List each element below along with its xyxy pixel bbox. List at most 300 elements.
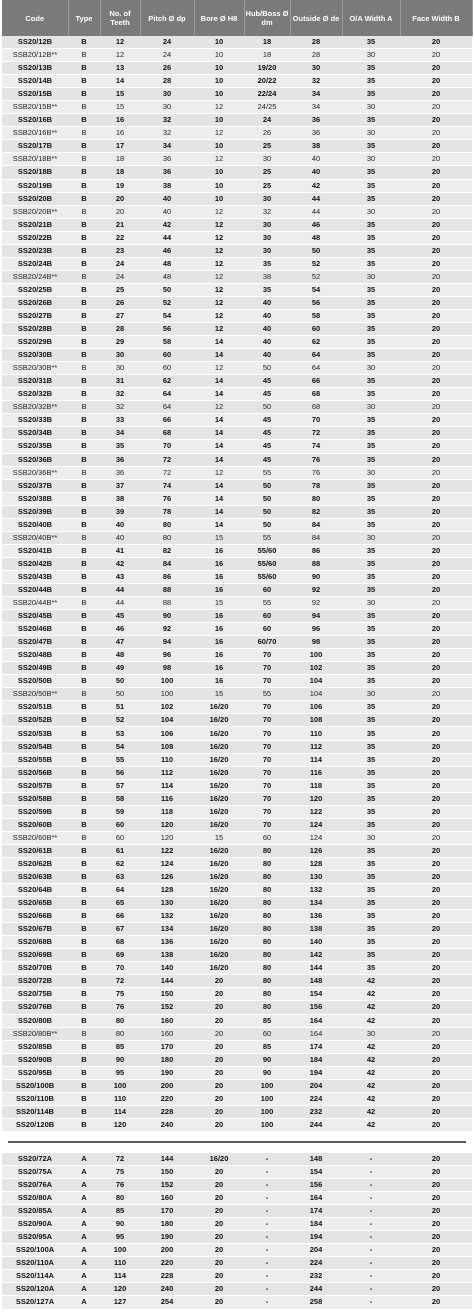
cell-oa-width: 42: [342, 975, 400, 988]
cell-face-width: 20: [400, 62, 472, 75]
header-pitch: Pitch Ø dp: [140, 0, 194, 36]
cell-oa-width: 30: [342, 531, 400, 544]
cell-face-width: 20: [400, 179, 472, 192]
cell-bore: 10: [194, 140, 244, 153]
cell-bore: 10: [194, 36, 244, 49]
cell-teeth: 50: [100, 688, 140, 701]
cell-hub: 70: [244, 779, 290, 792]
cell-outside: 124: [290, 818, 342, 831]
cell-teeth: 80: [100, 1192, 140, 1205]
cell-oa-width: 30: [342, 270, 400, 283]
cell-oa-width: 42: [342, 1040, 400, 1053]
table-row: [2, 884, 472, 897]
cell-hub: 45: [244, 388, 290, 401]
cell-hub: 55/60: [244, 557, 290, 570]
cell-outside: 244: [290, 1283, 342, 1296]
cell-face-width: 20: [400, 114, 472, 127]
cell-type: B: [68, 153, 100, 166]
cell-face-width: 20: [400, 1231, 472, 1244]
cell-bore: 16/20: [194, 923, 244, 936]
cell-bore: 20: [194, 1105, 244, 1118]
cell-oa-width: 35: [342, 844, 400, 857]
cell-teeth: 51: [100, 701, 140, 714]
table-row: [2, 975, 472, 988]
cell-oa-width: 35: [342, 936, 400, 949]
table-row: [2, 75, 472, 88]
cell-face-width: 20: [400, 283, 472, 296]
cell-outside: 138: [290, 923, 342, 936]
cell-code: SS20/23B: [2, 244, 68, 257]
cell-hub: 80: [244, 844, 290, 857]
cell-oa-width: -: [342, 1244, 400, 1257]
cell-teeth: 100: [100, 1079, 140, 1092]
cell-outside: 174: [290, 1205, 342, 1218]
cell-pitch: 88: [140, 597, 194, 610]
cell-outside: 92: [290, 583, 342, 596]
cell-code: SSB20/50B**: [2, 688, 68, 701]
table-row: [2, 309, 472, 322]
cell-hub: 50: [244, 518, 290, 531]
cell-pitch: 220: [140, 1092, 194, 1105]
cell-outside: 96: [290, 623, 342, 636]
cell-outside: 164: [290, 1027, 342, 1040]
table-row: [2, 1040, 472, 1053]
cell-type: B: [68, 871, 100, 884]
cell-type: B: [68, 296, 100, 309]
cell-outside: 84: [290, 531, 342, 544]
cell-type: A: [68, 1283, 100, 1296]
cell-oa-width: 42: [342, 988, 400, 1001]
cell-code: SSB20/36B**: [2, 466, 68, 479]
cell-oa-width: 35: [342, 636, 400, 649]
cell-bore: 20: [194, 1205, 244, 1218]
cell-code: SS20/45B: [2, 610, 68, 623]
cell-pitch: 228: [140, 1270, 194, 1283]
cell-oa-width: 35: [342, 427, 400, 440]
cell-pitch: 140: [140, 962, 194, 975]
cell-pitch: 160: [140, 1192, 194, 1205]
cell-pitch: 32: [140, 127, 194, 140]
cell-oa-width: 35: [342, 375, 400, 388]
cell-face-width: 20: [400, 505, 472, 518]
cell-pitch: 118: [140, 805, 194, 818]
cell-teeth: 18: [100, 166, 140, 179]
table-row: [2, 844, 472, 857]
cell-teeth: 64: [100, 884, 140, 897]
table-row: [2, 179, 472, 192]
cell-oa-width: -: [342, 1192, 400, 1205]
cell-pitch: 124: [140, 857, 194, 870]
cell-bore: 14: [194, 492, 244, 505]
cell-face-width: 20: [400, 401, 472, 414]
cell-code: SS20/49B: [2, 662, 68, 675]
cell-bore: 20: [194, 1014, 244, 1027]
cell-type: B: [68, 779, 100, 792]
cell-hub: 70: [244, 766, 290, 779]
cell-oa-width: 35: [342, 701, 400, 714]
table-row: [2, 1244, 472, 1257]
cell-bore: 10: [194, 166, 244, 179]
cell-type: B: [68, 1001, 100, 1014]
cell-code: SS20/35B: [2, 440, 68, 453]
cell-type: B: [68, 1066, 100, 1079]
cell-face-width: 20: [400, 1283, 472, 1296]
cell-code: SS20/46B: [2, 623, 68, 636]
cell-type: B: [68, 623, 100, 636]
cell-teeth: 55: [100, 753, 140, 766]
cell-face-width: 20: [400, 205, 472, 218]
cell-pitch: 32: [140, 114, 194, 127]
table-row: [2, 818, 472, 831]
header-hub: Hub/Boss Ø dm: [244, 0, 290, 36]
cell-outside: 104: [290, 675, 342, 688]
cell-teeth: 24: [100, 270, 140, 283]
cell-face-width: 20: [400, 1001, 472, 1014]
cell-code: SS20/68B: [2, 936, 68, 949]
cell-bore: 12: [194, 257, 244, 270]
cell-teeth: 110: [100, 1092, 140, 1105]
cell-oa-width: 35: [342, 962, 400, 975]
cell-pitch: 48: [140, 257, 194, 270]
cell-hub: 90: [244, 1053, 290, 1066]
cell-type: B: [68, 75, 100, 88]
cell-oa-width: 35: [342, 388, 400, 401]
cell-code: SS20/37B: [2, 479, 68, 492]
cell-oa-width: 35: [342, 62, 400, 75]
table-row: [2, 518, 472, 531]
cell-code: SS20/41B: [2, 544, 68, 557]
cell-code: SS20/13B: [2, 62, 68, 75]
table-row: [2, 988, 472, 1001]
cell-face-width: 20: [400, 1218, 472, 1231]
cell-oa-width: 35: [342, 727, 400, 740]
cell-type: B: [68, 636, 100, 649]
cell-type: B: [68, 544, 100, 557]
cell-oa-width: 30: [342, 49, 400, 62]
cell-bore: 12: [194, 127, 244, 140]
cell-hub: 70: [244, 805, 290, 818]
cell-pitch: 72: [140, 453, 194, 466]
cell-outside: 194: [290, 1066, 342, 1079]
cell-hub: 45: [244, 427, 290, 440]
cell-type: B: [68, 349, 100, 362]
cell-hub: 18: [244, 36, 290, 49]
cell-outside: 86: [290, 544, 342, 557]
cell-code: SS20/65B: [2, 897, 68, 910]
cell-teeth: 67: [100, 923, 140, 936]
cell-code: SS20/72A: [2, 1152, 68, 1165]
cell-teeth: 29: [100, 336, 140, 349]
cell-pitch: 52: [140, 296, 194, 309]
cell-code: SS20/95A: [2, 1231, 68, 1244]
cell-hub: 55/60: [244, 544, 290, 557]
cell-outside: 72: [290, 427, 342, 440]
cell-oa-width: 30: [342, 401, 400, 414]
cell-oa-width: 35: [342, 166, 400, 179]
cell-code: SS20/90A: [2, 1218, 68, 1231]
cell-type: B: [68, 140, 100, 153]
cell-hub: -: [244, 1296, 290, 1309]
cell-pitch: 100: [140, 688, 194, 701]
cell-bore: 20: [194, 1079, 244, 1092]
cell-bore: 14: [194, 349, 244, 362]
cell-oa-width: 35: [342, 675, 400, 688]
cell-hub: 80: [244, 884, 290, 897]
cell-hub: 80: [244, 857, 290, 870]
cell-code: SS20/72B: [2, 975, 68, 988]
cell-face-width: 20: [400, 166, 472, 179]
cell-hub: 30: [244, 153, 290, 166]
cell-pitch: 180: [140, 1218, 194, 1231]
cell-pitch: 48: [140, 270, 194, 283]
cell-oa-width: 35: [342, 740, 400, 753]
cell-face-width: 20: [400, 1179, 472, 1192]
cell-pitch: 110: [140, 753, 194, 766]
header-face-width: Face Width B: [400, 0, 472, 36]
cell-pitch: 30: [140, 88, 194, 101]
cell-bore: 16/20: [194, 766, 244, 779]
cell-oa-width: 35: [342, 492, 400, 505]
cell-bore: 14: [194, 440, 244, 453]
cell-teeth: 34: [100, 427, 140, 440]
cell-type: B: [68, 701, 100, 714]
cell-outside: 30: [290, 62, 342, 75]
cell-type: B: [68, 610, 100, 623]
cell-bore: 12: [194, 218, 244, 231]
cell-pitch: 126: [140, 871, 194, 884]
cell-pitch: 94: [140, 636, 194, 649]
cell-type: B: [68, 401, 100, 414]
cell-outside: 28: [290, 36, 342, 49]
cell-teeth: 40: [100, 518, 140, 531]
cell-code: SS20/27B: [2, 309, 68, 322]
cell-type: B: [68, 805, 100, 818]
cell-face-width: 20: [400, 923, 472, 936]
table-row: [2, 1257, 472, 1270]
cell-oa-width: 30: [342, 688, 400, 701]
cell-oa-width: 35: [342, 570, 400, 583]
cell-bore: 15: [194, 688, 244, 701]
cell-oa-width: -: [342, 1296, 400, 1309]
cell-outside: 50: [290, 244, 342, 257]
cell-teeth: 100: [100, 1244, 140, 1257]
cell-oa-width: 35: [342, 766, 400, 779]
cell-code: SS20/70B: [2, 962, 68, 975]
table-header: [2, 0, 472, 36]
cell-oa-width: 35: [342, 179, 400, 192]
cell-face-width: 20: [400, 75, 472, 88]
cell-oa-width: -: [342, 1270, 400, 1283]
cell-code: SS20/50B: [2, 675, 68, 688]
cell-code: SS20/120B: [2, 1118, 68, 1131]
header-oa-width: O/A Width A: [342, 0, 400, 36]
cell-outside: 144: [290, 962, 342, 975]
table-row: [2, 727, 472, 740]
type-b-rows: [2, 36, 472, 1131]
cell-pitch: 104: [140, 714, 194, 727]
table-row: [2, 36, 472, 49]
cell-code: SS20/56B: [2, 766, 68, 779]
cell-outside: 148: [290, 1152, 342, 1165]
cell-hub: 30: [244, 231, 290, 244]
cell-type: B: [68, 49, 100, 62]
cell-type: B: [68, 975, 100, 988]
cell-teeth: 95: [100, 1066, 140, 1079]
cell-face-width: 20: [400, 414, 472, 427]
cell-face-width: 20: [400, 88, 472, 101]
cell-hub: -: [244, 1152, 290, 1165]
cell-code: SS20/57B: [2, 779, 68, 792]
cell-type: A: [68, 1152, 100, 1165]
table-row: [2, 88, 472, 101]
cell-bore: 16/20: [194, 1152, 244, 1165]
cell-hub: 70: [244, 740, 290, 753]
cell-type: B: [68, 479, 100, 492]
cell-oa-width: 35: [342, 610, 400, 623]
cell-type: B: [68, 740, 100, 753]
cell-pitch: 240: [140, 1118, 194, 1131]
cell-type: B: [68, 531, 100, 544]
cell-face-width: 20: [400, 1192, 472, 1205]
cell-type: B: [68, 923, 100, 936]
cell-bore: 12: [194, 205, 244, 218]
cell-face-width: 20: [400, 349, 472, 362]
cell-type: B: [68, 323, 100, 336]
table-row: [2, 140, 472, 153]
cell-bore: 14: [194, 375, 244, 388]
cell-hub: 85: [244, 1014, 290, 1027]
cell-type: A: [68, 1205, 100, 1218]
cell-bore: 16: [194, 610, 244, 623]
cell-face-width: 20: [400, 1257, 472, 1270]
cell-outside: 164: [290, 1014, 342, 1027]
cell-bore: 20: [194, 1244, 244, 1257]
cell-hub: 55: [244, 466, 290, 479]
cell-outside: 74: [290, 440, 342, 453]
cell-bore: 14: [194, 388, 244, 401]
cell-code: SS20/26B: [2, 296, 68, 309]
cell-outside: 104: [290, 688, 342, 701]
cell-teeth: 50: [100, 675, 140, 688]
cell-bore: 16/20: [194, 740, 244, 753]
cell-oa-width: 35: [342, 557, 400, 570]
cell-bore: 16/20: [194, 897, 244, 910]
cell-bore: 20: [194, 1296, 244, 1309]
cell-code: SS20/69B: [2, 949, 68, 962]
cell-code: SS20/75A: [2, 1165, 68, 1178]
cell-outside: 28: [290, 49, 342, 62]
table-row: [2, 871, 472, 884]
cell-bore: 16: [194, 636, 244, 649]
cell-pitch: 254: [140, 1296, 194, 1309]
cell-pitch: 100: [140, 675, 194, 688]
cell-bore: 14: [194, 336, 244, 349]
cell-outside: 44: [290, 192, 342, 205]
cell-type: B: [68, 179, 100, 192]
cell-hub: 50: [244, 362, 290, 375]
cell-pitch: 152: [140, 1001, 194, 1014]
cell-pitch: 66: [140, 414, 194, 427]
cell-outside: 108: [290, 714, 342, 727]
cell-outside: 114: [290, 753, 342, 766]
cell-oa-width: 42: [342, 1118, 400, 1131]
cell-pitch: 144: [140, 975, 194, 988]
cell-code: SS20/44B: [2, 583, 68, 596]
cell-bore: 20: [194, 1283, 244, 1296]
cell-outside: 116: [290, 766, 342, 779]
cell-oa-width: 35: [342, 140, 400, 153]
cell-hub: 70: [244, 662, 290, 675]
cell-code: SS20/63B: [2, 871, 68, 884]
cell-code: SSB20/20B**: [2, 205, 68, 218]
cell-type: B: [68, 101, 100, 114]
cell-code: SS20/18B: [2, 166, 68, 179]
cell-pitch: 102: [140, 701, 194, 714]
cell-type: B: [68, 936, 100, 949]
cell-code: SS20/61B: [2, 844, 68, 857]
cell-code: SS20/58B: [2, 792, 68, 805]
table-row: [2, 544, 472, 557]
cell-code: SS20/33B: [2, 414, 68, 427]
table-row: [2, 296, 472, 309]
cell-oa-width: 30: [342, 831, 400, 844]
cell-pitch: 36: [140, 153, 194, 166]
cell-type: B: [68, 557, 100, 570]
cell-face-width: 20: [400, 466, 472, 479]
table-row: [2, 440, 472, 453]
cell-outside: 60: [290, 323, 342, 336]
cell-teeth: 38: [100, 492, 140, 505]
cell-bore: 14: [194, 427, 244, 440]
cell-bore: 16: [194, 544, 244, 557]
cell-code: SS20/53B: [2, 727, 68, 740]
cell-pitch: 80: [140, 531, 194, 544]
cell-face-width: 20: [400, 884, 472, 897]
cell-outside: 78: [290, 479, 342, 492]
cell-pitch: 180: [140, 1053, 194, 1066]
cell-oa-width: 35: [342, 336, 400, 349]
cell-code: SS20/30B: [2, 349, 68, 362]
cell-outside: 130: [290, 871, 342, 884]
cell-face-width: 20: [400, 440, 472, 453]
cell-outside: 122: [290, 805, 342, 818]
cell-bore: 16/20: [194, 910, 244, 923]
table-row: [2, 362, 472, 375]
table-row: [2, 205, 472, 218]
table-row: [2, 531, 472, 544]
cell-outside: 232: [290, 1270, 342, 1283]
cell-face-width: 20: [400, 479, 472, 492]
table-row: [2, 49, 472, 62]
cell-bore: 16/20: [194, 727, 244, 740]
cell-code: SS20/47B: [2, 636, 68, 649]
cell-teeth: 19: [100, 179, 140, 192]
cell-outside: 76: [290, 466, 342, 479]
cell-pitch: 138: [140, 949, 194, 962]
cell-teeth: 75: [100, 1165, 140, 1178]
cell-face-width: 20: [400, 270, 472, 283]
cell-outside: 62: [290, 336, 342, 349]
cell-teeth: 57: [100, 779, 140, 792]
cell-bore: 10: [194, 88, 244, 101]
cell-code: SS20/67B: [2, 923, 68, 936]
cell-hub: 60: [244, 831, 290, 844]
cell-code: SSB20/32B**: [2, 401, 68, 414]
cell-pitch: 62: [140, 375, 194, 388]
cell-hub: 70: [244, 753, 290, 766]
cell-pitch: 42: [140, 218, 194, 231]
cell-teeth: 12: [100, 36, 140, 49]
